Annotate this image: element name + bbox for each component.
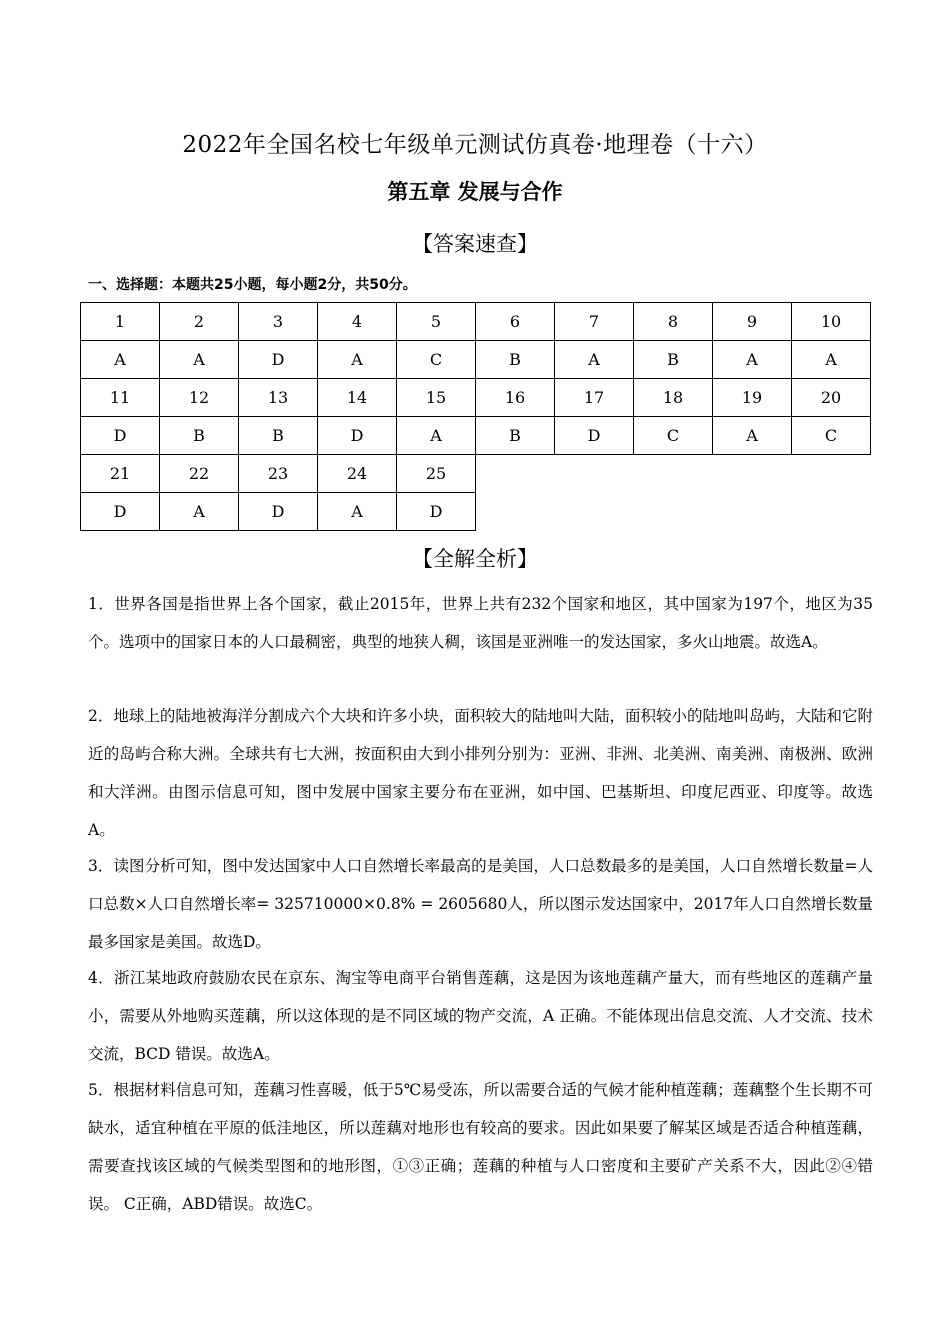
table-cell: 11: [81, 379, 160, 417]
table-cell: A: [160, 341, 239, 379]
table-cell: 7: [555, 303, 634, 341]
table-row: [81, 455, 871, 493]
table-cell: C: [792, 417, 871, 455]
table-cell: 5: [397, 303, 476, 341]
table-cell: 23: [239, 455, 318, 493]
table-cell: 13: [239, 379, 318, 417]
table-cell: 4: [318, 303, 397, 341]
empty-cell: [713, 455, 792, 493]
analysis-section-heading: 【全解全析】: [412, 547, 538, 571]
table-cell: B: [634, 341, 713, 379]
table-cell: 6: [476, 303, 555, 341]
empty-cell: [555, 493, 634, 531]
empty-cell: [555, 455, 634, 493]
table-row: [81, 341, 871, 379]
table-cell: D: [81, 417, 160, 455]
page-title: 2022年全国名校七年级单元测试仿真卷·地理卷（十六）: [182, 132, 768, 158]
analysis-paragraph-1: 1．世界各国是指世界上各个国家，截止2015年，世界上共有232个国家和地区，其中国家为197个，地区为35个。选项中的国家日本的人口最稠密，典型的地狭人稠，该国是亚洲唯一的发达国家，多火山地震。故选A。: [88, 595, 873, 651]
table-cell: D: [555, 417, 634, 455]
empty-cell: [792, 455, 871, 493]
table-cell: 10: [792, 303, 871, 341]
table-cell: 8: [634, 303, 713, 341]
table-row: [81, 379, 871, 417]
table-cell: D: [239, 493, 318, 531]
empty-cell: [713, 493, 792, 531]
table-cell: B: [476, 417, 555, 455]
table-cell: D: [397, 493, 476, 531]
empty-cell: [476, 493, 555, 531]
analysis-paragraph-3: 3．读图分析可知，图中发达国家中人口自然增长率最高的是美国，人口总数最多的是美国，人口自然增长数量=人口总数×人口自然增长率= 325710000×0.8% = 2605680人，所以图示发达国家中，2017年人口自然增长数量最多国家是美国。故选D。: [88, 857, 873, 951]
table-cell: C: [397, 341, 476, 379]
table-cell: 16: [476, 379, 555, 417]
table-cell: B: [476, 341, 555, 379]
table-cell: 3: [239, 303, 318, 341]
table-cell: C: [634, 417, 713, 455]
table-cell: A: [397, 417, 476, 455]
table-cell: 2: [160, 303, 239, 341]
table-cell: A: [318, 341, 397, 379]
empty-cell: [792, 493, 871, 531]
analysis-paragraph-2: 2．地球上的陆地被海洋分割成六个大块和许多小块，面积较大的陆地叫大陆，面积较小的陆地叫岛屿，大陆和它附近的岛屿合称大洲。全球共有七大洲，按面积由大到小排列分别为：亚洲、非洲、北美洲、南美洲、南极洲、欧洲和大洋洲。由图示信息可知，图中发展中国家主要分布在亚洲，如中国、巴基斯坦、印度尼西亚、印度等。故选A。: [88, 707, 873, 839]
choice-heading: 一、选择题：本题共25小题，每小题2分，共50分。: [88, 277, 417, 293]
table-cell: 24: [318, 455, 397, 493]
empty-cell: [634, 493, 713, 531]
table-row: [81, 493, 871, 531]
answer-table: [80, 302, 871, 531]
table-cell: 18: [634, 379, 713, 417]
table-cell: D: [239, 341, 318, 379]
table-cell: A: [713, 417, 792, 455]
table-cell: 20: [792, 379, 871, 417]
table-cell: A: [160, 493, 239, 531]
table-cell: 22: [160, 455, 239, 493]
table-cell: A: [81, 341, 160, 379]
table-cell: 21: [81, 455, 160, 493]
table-cell: B: [239, 417, 318, 455]
table-cell: 12: [160, 379, 239, 417]
table-cell: A: [318, 493, 397, 531]
table-cell: 25: [397, 455, 476, 493]
empty-cell: [634, 455, 713, 493]
table-cell: 19: [713, 379, 792, 417]
table-cell: 15: [397, 379, 476, 417]
table-cell: D: [81, 493, 160, 531]
table-cell: A: [792, 341, 871, 379]
analysis-paragraph-5: 5．根据材料信息可知，莲藕习性喜暖，低于5℃易受冻，所以需要合适的气候才能种植莲藕；莲藕整个生长期不可缺水，适宜种植在平原的低洼地区，所以莲藕对地形也有较高的要求。因此如果要了解某区域是否适合种植莲藕，需要查找该区域的气候类型图和的地形图，①③正确；莲藕的种植与人口密度和主要矿产关系不大，因此②④错误。 C正确，ABD错误。故选C。: [88, 1081, 873, 1213]
table-row: [81, 417, 871, 455]
table-cell: 1: [81, 303, 160, 341]
chapter-title: 第五章 发展与合作: [387, 180, 563, 204]
table-cell: 14: [318, 379, 397, 417]
table-cell: D: [318, 417, 397, 455]
table-cell: B: [160, 417, 239, 455]
table-cell: A: [555, 341, 634, 379]
table-row: [81, 303, 871, 341]
table-cell: 9: [713, 303, 792, 341]
analysis-paragraph-4: 4．浙江某地政府鼓励农民在京东、淘宝等电商平台销售莲藕，这是因为该地莲藕产量大，而有些地区的莲藕产量小，需要从外地购买莲藕，所以这体现的是不同区域的物产交流，A 正确。不能体现出信息交流、人才交流、技术交流，BCD 错误。故选A。: [88, 969, 873, 1063]
table-cell: 17: [555, 379, 634, 417]
empty-cell: [476, 455, 555, 493]
answer-section-heading: 【答案速查】: [412, 232, 538, 256]
table-cell: A: [713, 341, 792, 379]
